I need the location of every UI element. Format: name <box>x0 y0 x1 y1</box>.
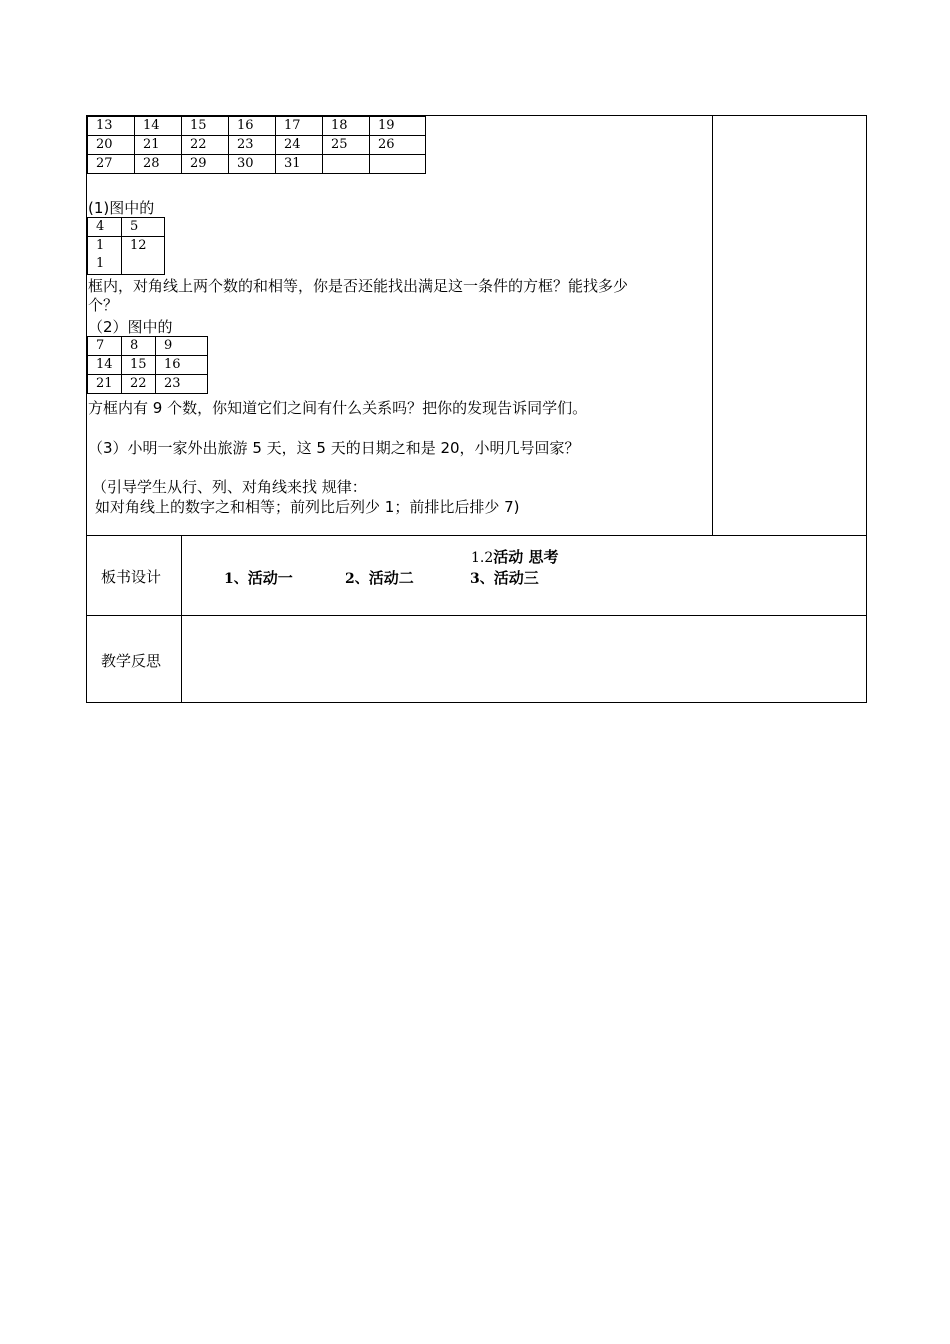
box-cell: 21 <box>88 375 122 394</box>
board-item-3 <box>470 569 539 588</box>
calendar-cell: 13 <box>88 117 135 136</box>
calendar-cell <box>370 155 426 174</box>
calendar-table <box>87 116 426 174</box>
table-row <box>88 136 426 155</box>
board-item-number: 1、 <box>224 571 248 587</box>
box-cell: 15 <box>122 356 156 375</box>
table-row <box>88 356 208 375</box>
calendar-cell: 24 <box>276 136 323 155</box>
table-row <box>88 375 208 394</box>
table-row <box>88 337 208 356</box>
q2-label: （2）图中的 <box>88 318 173 336</box>
calendar-cell: 14 <box>135 117 182 136</box>
board-title-text: 活动 思考 <box>493 548 559 566</box>
table-row <box>88 218 165 237</box>
calendar-cell: 17 <box>276 117 323 136</box>
hint-line2: 如对角线上的数字之和相等；前列比后列少 1；前排比后排少 7) <box>95 498 520 516</box>
box-cell: 5 <box>122 218 165 237</box>
calendar-cell: 29 <box>182 155 229 174</box>
calendar-cell: 27 <box>88 155 135 174</box>
box-cell: 16 <box>156 356 208 375</box>
hint-line1: （引导学生从行、列、对角线来找 规律： <box>92 478 367 496</box>
box-cell: 1 1 <box>88 237 122 275</box>
board-item-number: 3、 <box>470 571 494 587</box>
board-item-text: 活动三 <box>493 569 539 587</box>
table-row <box>88 237 165 275</box>
q1-label: (1)图中的 <box>88 199 155 217</box>
calendar-cell: 23 <box>229 136 276 155</box>
calendar-cell: 26 <box>370 136 426 155</box>
board-label: 板书设计 <box>101 568 162 586</box>
calendar-cell: 25 <box>323 136 370 155</box>
box-cell: 14 <box>88 356 122 375</box>
calendar-cell <box>323 155 370 174</box>
row-divider-2 <box>86 615 867 616</box>
table-row <box>88 117 426 136</box>
calendar-cell: 21 <box>135 136 182 155</box>
calendar-cell: 15 <box>182 117 229 136</box>
box-cell: 8 <box>122 337 156 356</box>
q1-box-table <box>87 217 165 275</box>
calendar-cell: 31 <box>276 155 323 174</box>
board-item-text: 活动二 <box>368 569 414 587</box>
row-divider-1 <box>86 535 867 536</box>
box-cell: 12 <box>122 237 165 275</box>
q3-text: （3）小明一家外出旅游 5 天，这 5 天的日期之和是 20，小明几号回家？ <box>88 439 580 457</box>
box-cell: 22 <box>122 375 156 394</box>
box-cell: 23 <box>156 375 208 394</box>
calendar-cell: 18 <box>323 117 370 136</box>
reflection-label: 教学反思 <box>101 652 162 670</box>
q1-text-line2: 个？ <box>88 296 119 314</box>
board-item-number: 2、 <box>345 571 369 587</box>
board-title <box>471 548 559 567</box>
calendar-cell: 20 <box>88 136 135 155</box>
q2-text: 方框内有 9 个数，你知道它们之间有什么关系吗？把你的发现告诉同学们。 <box>88 399 588 417</box>
calendar-cell: 22 <box>182 136 229 155</box>
board-item-1 <box>224 569 293 588</box>
box-cell: 7 <box>88 337 122 356</box>
calendar-cell: 28 <box>135 155 182 174</box>
board-item-text: 活动一 <box>247 569 293 587</box>
calendar-cell: 19 <box>370 117 426 136</box>
calendar-cell: 30 <box>229 155 276 174</box>
frame-bottom <box>86 702 867 703</box>
board-item-2 <box>345 569 414 588</box>
table-row <box>88 155 426 174</box>
q2-box-table <box>87 336 208 394</box>
calendar-cell: 16 <box>229 117 276 136</box>
q1-text-line1: 框内，对角线上两个数的和相等，你是否还能找出满足这一条件的方框？能找多少 <box>88 277 629 295</box>
content-divider-vertical <box>712 115 713 535</box>
box-cell: 4 <box>88 218 122 237</box>
box-cell: 9 <box>156 337 208 356</box>
board-title-number: 1.2 <box>471 550 494 566</box>
label-column-divider <box>181 535 182 703</box>
